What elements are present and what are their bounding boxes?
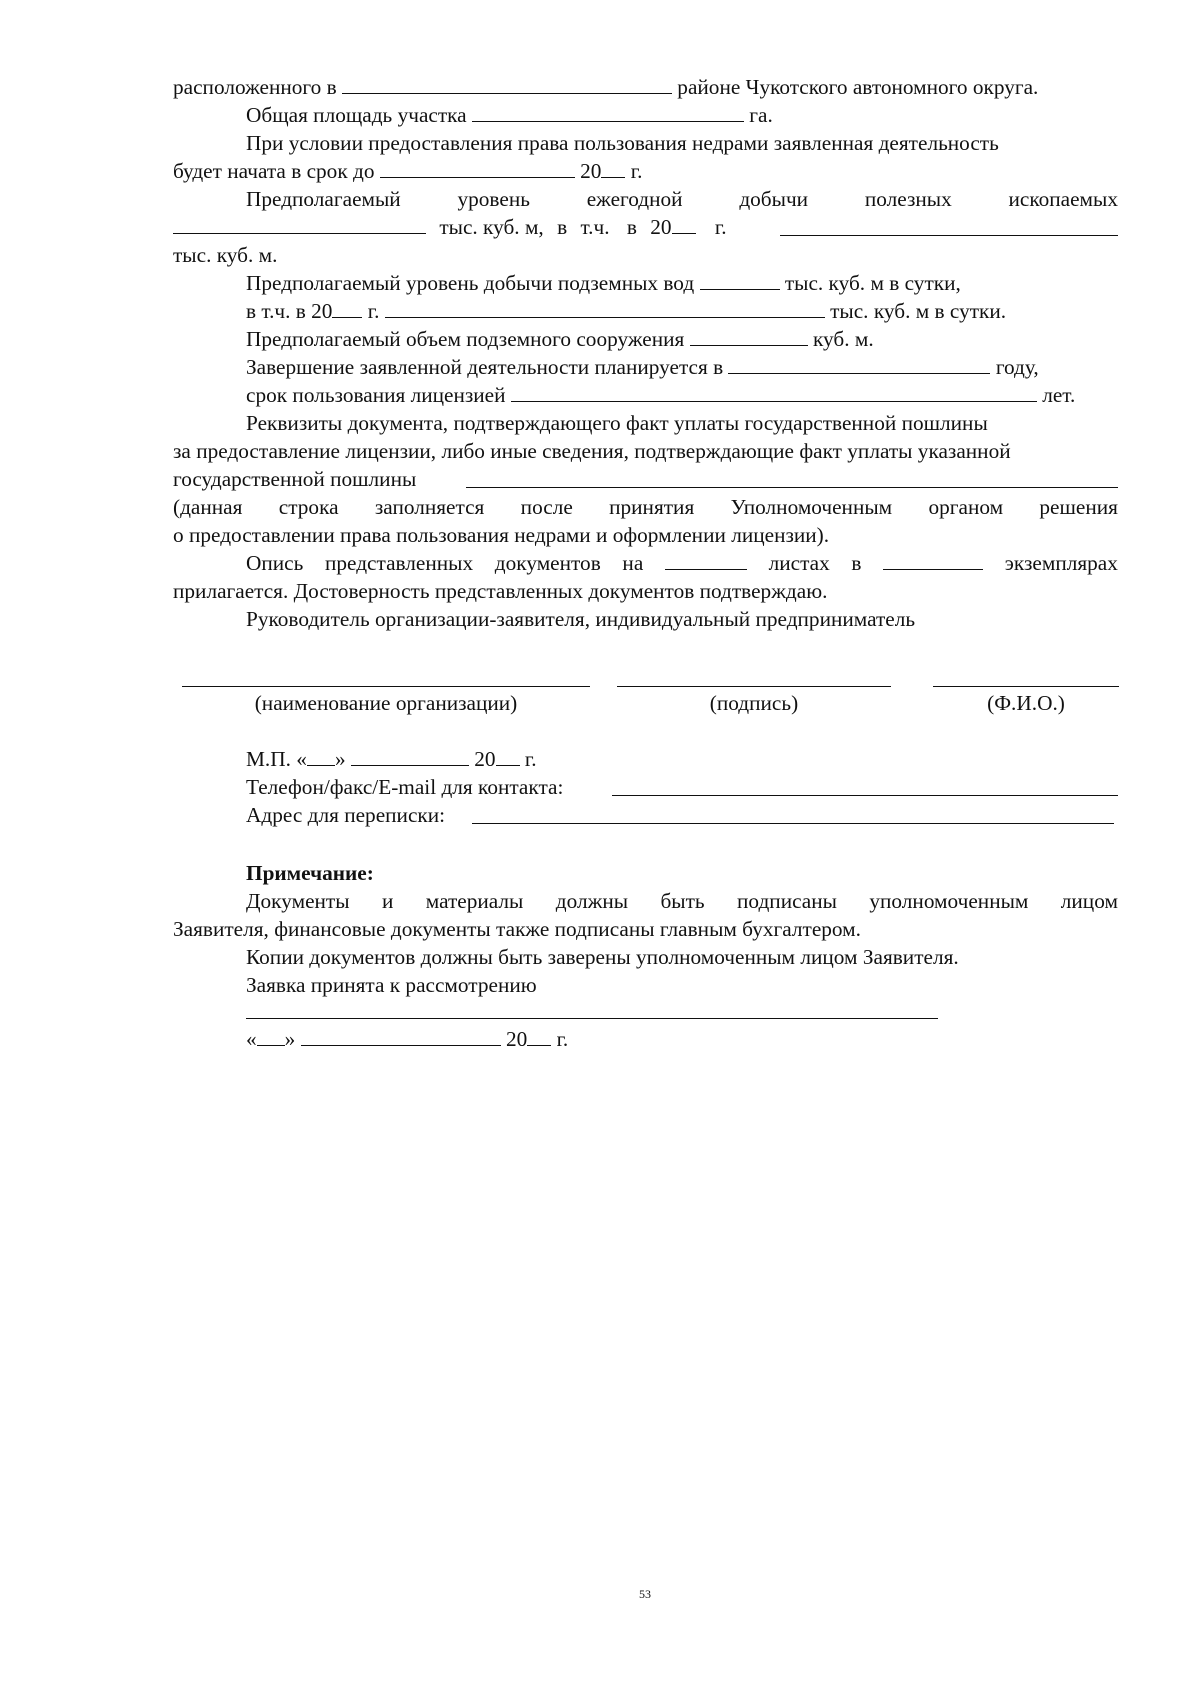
fio-signature-line[interactable]	[933, 686, 1119, 687]
inventory-line	[246, 550, 1118, 576]
word: (данная	[173, 495, 243, 519]
fee-note-text: о предоставлении права пользования недрами и оформлении лицензии).	[173, 523, 830, 547]
fee-note-line	[173, 494, 1118, 520]
unit-text: тыс. куб. м.	[173, 243, 278, 267]
note-line-3: Копии документов должны быть заверены уполномоченным лицом Заявителя.	[246, 945, 959, 969]
underground-volume-unit: куб. м.	[812, 327, 874, 351]
start-year-prefix: 20	[580, 159, 602, 183]
word: строка	[278, 495, 339, 519]
annual-extraction-blank[interactable]	[173, 214, 426, 234]
note-line-1	[246, 888, 1118, 914]
note-line-4: Заявка принята к рассмотрению	[246, 973, 537, 997]
completion-line	[246, 354, 1039, 380]
word: принятия	[609, 495, 695, 519]
license-term-unit: лет.	[1042, 383, 1076, 407]
contact-blank[interactable]	[612, 795, 1118, 796]
start-year-suffix: г.	[630, 159, 643, 183]
district-blank[interactable]	[342, 74, 672, 94]
groundwater-year-value-blank[interactable]	[385, 298, 825, 318]
fee-line	[173, 466, 416, 492]
fio-caption: (Ф.И.О.)	[987, 691, 1065, 715]
acceptance-year-suffix: г.	[556, 1027, 569, 1051]
fee-details-line-2	[173, 438, 1011, 464]
start-condition-line	[246, 130, 1118, 156]
district-suffix: районе Чукотского автономного округа.	[677, 75, 1039, 99]
start-date-label: будет начата в срок до	[173, 159, 375, 183]
word: уполномоченным	[869, 889, 1029, 913]
stamp-label: М.П. «	[246, 747, 307, 771]
fee-label: государственной пошлины	[173, 467, 417, 491]
word: быть	[660, 889, 705, 913]
fee-blank[interactable]	[466, 487, 1118, 488]
license-term-line	[246, 382, 1075, 408]
annual-extraction-line	[246, 186, 1118, 212]
groundwater-year-unit: тыс. куб. м в сутки.	[830, 299, 1007, 323]
signature-caption: (подпись)	[709, 691, 799, 715]
stamp-day-blank[interactable]	[307, 746, 335, 766]
stamp-year-suffix: г.	[524, 747, 537, 771]
groundwater-line	[246, 270, 961, 296]
word: ежегодной	[586, 187, 683, 211]
word: документов	[494, 551, 601, 575]
acceptance-month-blank[interactable]	[301, 1026, 501, 1046]
inventory-text: прилагается. Достоверность представленных документов подтверждаю.	[173, 579, 828, 603]
word: в	[626, 215, 637, 239]
underground-volume-line	[246, 326, 874, 352]
word: на	[622, 551, 644, 575]
sheets-blank[interactable]	[665, 550, 747, 570]
underground-volume-blank[interactable]	[690, 326, 808, 346]
acceptance-date-line	[246, 1026, 568, 1052]
contact-label: Телефон/факс/E-mail для контакта:	[246, 775, 564, 799]
acceptance-quote-open: «	[246, 1027, 257, 1051]
groundwater-blank[interactable]	[700, 270, 780, 290]
stamp-year-prefix: 20	[474, 747, 496, 771]
location-label: расположенного в	[173, 75, 337, 99]
area-label: Общая площадь участка	[246, 103, 467, 127]
acceptance-day-blank[interactable]	[257, 1026, 285, 1046]
stamp-year-blank[interactable]	[496, 746, 520, 766]
word: органом	[928, 495, 1004, 519]
word: лицом	[1060, 889, 1118, 913]
acceptance-signature-line[interactable]	[246, 1018, 938, 1019]
groundwater-year-suffix: г.	[367, 299, 380, 323]
groundwater-year-line	[246, 298, 1006, 324]
head-text: Руководитель организации-заявителя, индивидуальный предприниматель	[246, 607, 916, 631]
word: добычи	[739, 187, 809, 211]
word: материалы	[425, 889, 524, 913]
copies-blank[interactable]	[883, 550, 983, 570]
word: после	[520, 495, 573, 519]
word: решения	[1039, 495, 1118, 519]
groundwater-year-blank[interactable]	[332, 298, 362, 318]
address-label: Адрес для переписки:	[246, 803, 446, 827]
word: экземплярах	[1004, 551, 1118, 575]
annual-extraction-values-line	[173, 214, 727, 240]
license-term-label: срок пользования лицензией	[246, 383, 506, 407]
word: подписаны	[737, 889, 837, 913]
word: в	[557, 215, 568, 239]
acceptance-year-prefix: 20	[505, 1027, 528, 1051]
fee-note-line-2	[173, 522, 829, 548]
year-suffix: г.	[714, 215, 727, 239]
word: Уполномоченным	[730, 495, 893, 519]
word: полезных	[864, 187, 952, 211]
start-date-blank[interactable]	[380, 158, 575, 178]
completion-suffix: году,	[995, 355, 1039, 379]
area-blank[interactable]	[472, 102, 744, 122]
acceptance-quote-close: »	[284, 1027, 296, 1051]
fee-details-text-2: за предоставление лицензии, либо иные сведения, подтверждающие факт уплаты указанной	[173, 439, 1011, 463]
word: т.ч.	[580, 215, 610, 239]
groundwater-unit: тыс. куб. м в сутки,	[784, 271, 961, 295]
license-term-blank[interactable]	[511, 382, 1037, 402]
word: заполняется	[374, 495, 485, 519]
word: уровень	[457, 187, 530, 211]
address-blank[interactable]	[472, 823, 1114, 824]
unit-line	[173, 242, 277, 268]
groundwater-year-prefix: в т.ч. в 20	[246, 299, 333, 323]
note-line-2: Заявителя, финансовые документы также подписаны главным бухгалтером.	[173, 917, 861, 941]
address-line	[246, 802, 445, 828]
fee-details-line	[246, 410, 1118, 436]
stamp-month-blank[interactable]	[351, 746, 469, 766]
fee-details-text: Реквизиты документа, подтверждающего факт уплаты государственной пошлины	[246, 411, 988, 435]
word: листах	[768, 551, 830, 575]
stamp-date-line	[246, 746, 537, 772]
start-year-blank[interactable]	[601, 158, 625, 178]
word: в	[851, 551, 862, 575]
groundwater-label: Предполагаемый уровень добычи подземных вод	[246, 271, 695, 295]
underground-volume-label: Предполагаемый объем подземного сооружения	[246, 327, 685, 351]
start-condition-text: При условии предоставления права пользования недрами заявленная деятельность	[246, 131, 999, 155]
annual-extraction-year-blank[interactable]	[780, 235, 1118, 236]
word: представленных	[325, 551, 474, 575]
note-title: Примечание:	[246, 861, 374, 885]
year-prefix: 20	[650, 215, 672, 239]
area-unit: га.	[749, 103, 773, 127]
inventory-line-2	[173, 578, 827, 604]
word: должны	[555, 889, 629, 913]
word: и	[381, 889, 394, 913]
location-line	[173, 74, 1038, 100]
annual-extraction-unit: тыс. куб. м,	[439, 215, 544, 239]
area-line	[246, 102, 773, 128]
head-line	[246, 606, 915, 632]
page-number: 53	[639, 1587, 651, 1601]
word: Предполагаемый	[246, 187, 401, 211]
organization-signature-line[interactable]	[182, 686, 590, 687]
word: ископаемых	[1008, 187, 1118, 211]
acceptance-year-blank[interactable]	[527, 1026, 551, 1046]
organization-caption: (наименование организации)	[254, 691, 518, 715]
year-blank[interactable]	[672, 214, 696, 234]
completion-blank[interactable]	[728, 354, 990, 374]
signature-line[interactable]	[617, 686, 891, 687]
start-date-line	[173, 158, 642, 184]
word: Документы	[246, 889, 350, 913]
completion-label: Завершение заявленной деятельности планируется в	[246, 355, 724, 379]
contact-line	[246, 774, 563, 800]
word: Опись	[246, 551, 304, 575]
stamp-quote: »	[334, 747, 346, 771]
